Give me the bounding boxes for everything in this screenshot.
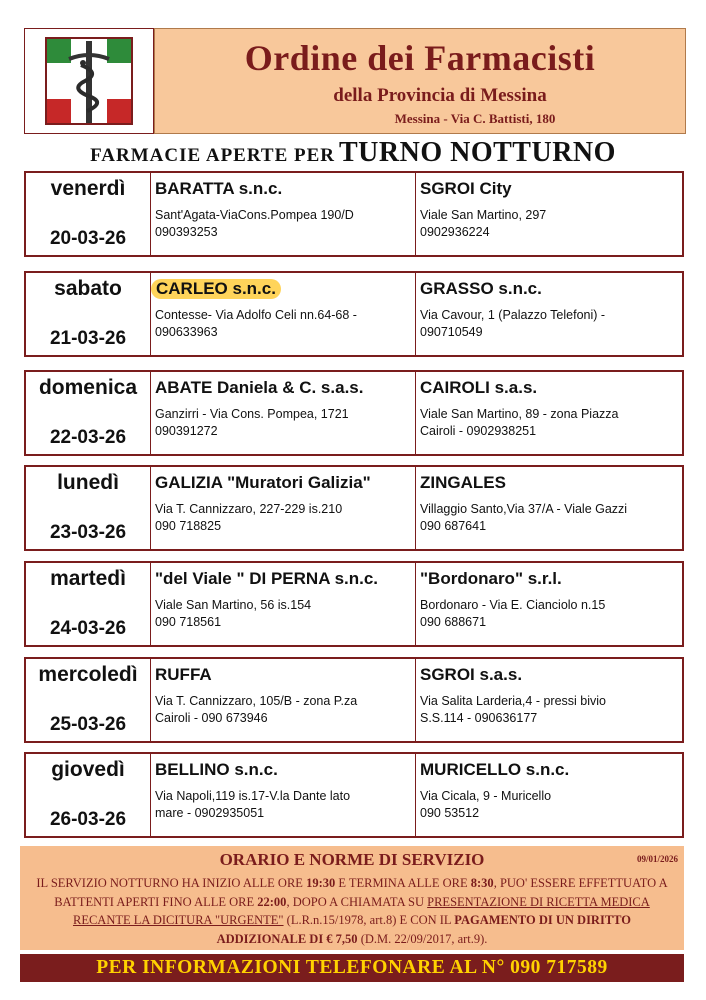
pharmacy-phone: 090 53512 [420,806,480,820]
pharmacy-name: SGROI City [420,179,512,198]
pharmacy-phone: 090391272 [155,424,218,438]
pharmacy-address: Viale San Martino, 56 is.154 [155,598,312,612]
day-row [24,171,684,257]
org-address: Messina - Via C. Battisti, 180 [394,111,556,126]
info-time-open: 22:00 [257,894,287,909]
caduceus-cross-icon [25,29,153,133]
day-row [24,465,684,551]
info-text-part: IL SERVIZIO NOTTURNO HA INIZIO ALLE ORE [36,876,307,890]
pharmacy-address: Contesse- Via Adolfo Celi nn.64-68 - [155,308,357,322]
info-fee: PAGAMENTO DI UN DIRITTO ADDIZIONALE DI € 7,50 [216,913,631,946]
day-date: 20-03-26 [49,228,127,249]
pharmacy-cell [416,173,682,255]
day-row [24,370,684,456]
pharmacy-address: Via Napoli,119 is.17-V.la Dante lato [155,789,351,803]
day-row [24,561,684,647]
info-title: ORARIO E NORME DI SERVIZIO [219,850,485,869]
pharmacy-phone: 090 718825 [155,519,222,533]
pharmacy-name: CAIROLI s.a.s. [420,378,538,397]
info-text-part: , PUO' ESSERE EFFETTUATO A BATTENTI APERTI FINO ALLE ORE [54,876,668,909]
service-info-box [20,846,684,950]
pharmacy-cell [416,563,682,645]
pharmacy-details [420,788,678,822]
day-date: 24-03-26 [49,618,127,639]
pharmacy-name: ABATE Daniela & C. s.a.s. [155,378,364,397]
pharmacy-phone: Cairoli - 0902938251 [420,424,537,438]
pharmacy-cell [151,754,416,836]
pharmacy-name: ZINGALES [420,473,506,492]
pharmacy-cell [416,754,682,836]
pharmacy-cell [151,372,416,454]
pharmacy-details [155,693,411,727]
header [24,28,686,134]
pharmacy-phone: 090 687641 [420,519,487,533]
pharmacy-details [155,207,411,241]
pharmacy-cell [416,659,682,741]
day-cell [26,659,151,741]
pharmacy-phone: 090633963 [155,325,218,339]
pharmacy-phone: Cairoli - 090 673946 [155,711,268,725]
info-text-part: (L.R.n.15/1978, art.8) E CON IL [283,913,455,927]
pharmacy-details [420,501,678,535]
footer-phone-banner: PER INFORMAZIONI TELEFONARE AL N° 090 717589 [20,954,684,982]
pharmacy-address: Via T. Cannizzaro, 105/B - zona P.za [155,694,358,708]
pharmacy-phone: S.S.114 - 090636177 [420,711,538,725]
day-name: martedì [50,567,126,590]
pharmacy-cell [416,273,682,355]
pharmacy-details [155,406,411,440]
pharmacy-name: GALIZIA "Muratori Galizia" [155,473,371,492]
pharmacy-details [420,693,678,727]
pharmacy-phone: 090710549 [420,325,483,339]
day-date: 21-03-26 [49,328,127,349]
pharmacy-details [420,207,678,241]
info-time-end: 8:30 [470,876,494,890]
pharmacy-name: MURICELLO s.n.c. [420,760,570,779]
day-name: lunedì [57,471,119,494]
pharmacy-cell [151,173,416,255]
pharmacy-name-highlighted: CARLEO s.n.c. [151,279,281,299]
pharmacy-details [420,597,678,631]
info-time-start: 19:30 [306,876,336,890]
info-text-part: (D.M. 22/09/2017, art.9). [357,931,488,946]
day-name: venerdì [50,177,126,200]
day-name: domenica [38,376,138,399]
pharmacy-address: Viale San Martino, 297 [420,208,547,222]
heading-main: TURNO NOTTURNO [339,137,616,168]
pharmacy-phone: mare - 0902935051 [155,806,265,820]
page-heading [0,137,706,169]
day-cell [26,563,151,645]
pharmacy-details [155,307,411,341]
day-row [24,657,684,743]
pharmacy-name: BARATTA s.n.c. [155,179,283,198]
day-name: sabato [54,277,122,300]
info-prescription-note: PRESENTAZIONE DI RICETTA MEDICA RECANTE LA DICITURA "URGENTE" [72,894,650,927]
day-name: giovedì [51,758,125,781]
day-row [24,271,684,357]
info-text [28,874,676,948]
pharmacy-phone: 0902936224 [420,225,490,239]
pharmacy-cell [151,273,416,355]
pharmacy-name: GRASSO s.n.c. [420,279,542,298]
info-date: 09/01/2026 [636,854,678,864]
pharmacy-details [155,501,411,535]
logo [24,28,154,134]
day-name: mercoledì [38,663,138,686]
info-text-part: E TERMINA ALLE ORE [335,876,471,890]
day-cell [26,467,151,549]
pharmacy-address: Villaggio Santo,Via 37/A - Viale Gazzi [420,502,628,516]
pharmacy-cell [416,372,682,454]
pharmacy-phone: 090 718561 [155,615,222,629]
pharmacy-cell [151,467,416,549]
info-text-part: , DOPO A CHIAMATA SU [286,894,428,909]
pharmacy-phone: 090393253 [155,225,218,239]
day-cell [26,754,151,836]
org-subtitle: della Provincia di Messina [333,85,547,106]
pharmacy-address: Sant'Agata-ViaCons.Pompea 190/D [155,208,354,222]
day-date: 22-03-26 [49,427,127,448]
pharmacy-address: Via T. Cannizzaro, 227-229 is.210 [155,502,343,516]
day-date: 26-03-26 [49,809,127,830]
pharmacy-address: Via Cavour, 1 (Palazzo Telefoni) - [420,308,606,322]
org-title: Ordine dei Farmacisti [244,38,596,78]
heading-prefix: FARMACIE APERTE PER [90,145,335,166]
day-date: 23-03-26 [49,522,127,543]
day-date: 25-03-26 [49,714,127,735]
pharmacy-address: Ganzirri - Via Cons. Pompea, 1721 [155,407,349,421]
pharmacy-details [420,406,678,440]
day-cell [26,173,151,255]
pharmacy-phone: 090 688671 [420,615,487,629]
pharmacy-address: Viale San Martino, 89 - zona Piazza [420,407,619,421]
pharmacy-cell [416,467,682,549]
pharmacy-cell [151,659,416,741]
pharmacy-address: Bordonaro - Via E. Cianciolo n.15 [420,598,606,612]
pharmacy-details [420,307,678,341]
title-box [154,28,686,134]
day-cell [26,273,151,355]
pharmacy-details [155,597,411,631]
pharmacy-name: RUFFA [155,665,212,684]
pharmacy-cell [151,563,416,645]
day-row [24,752,684,838]
pharmacy-name: SGROI s.a.s. [420,665,523,684]
pharmacy-name: BELLINO s.n.c. [155,760,278,779]
pharmacy-address: Via Cicala, 9 - Muricello [420,789,552,803]
pharmacy-details [155,788,411,822]
pharmacy-name: "Bordonaro" s.r.l. [420,569,562,588]
pharmacy-address: Via Salita Larderia,4 - pressi bivio [420,694,606,708]
pharmacy-name: "del Viale " DI PERNA s.n.c. [155,569,379,588]
day-cell [26,372,151,454]
